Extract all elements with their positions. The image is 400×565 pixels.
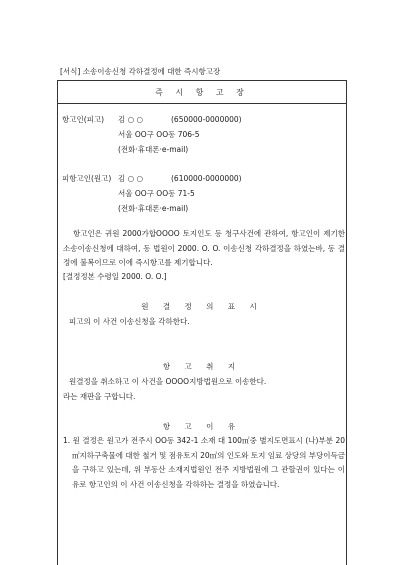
- appellee-label: 피항고인(원고): [62, 174, 112, 183]
- section-appeal-purpose-title: 항 고 취 지: [162, 362, 242, 371]
- section-original-decision-title: 원 결 정 의 표 시: [141, 302, 263, 311]
- appellant-name: 김 ○ ○: [118, 115, 144, 124]
- served-date: [결정정본 수령일 2000. O. O.]: [63, 272, 167, 281]
- appellee-address: 서울 OO구 OO동 71-5: [118, 189, 195, 198]
- title-divider: [58, 103, 346, 104]
- appellee-name: 김 ○ ○: [118, 174, 144, 183]
- section-appeal-reasons-body: 1. 원 결정은 원고가 전주시 OO동 342-1 소재 대 100㎡중 별지도면표시 (나)부분 20㎡지하구축물에 대한 철거 및 점유토지 20㎡의 인도와 토지 임료 상당의 부당이득금을 구하고 있는데, 위 부동산 소재지법원인 전주 지방법원에 그 관할권이 있다는 이유로 항고인의 이 사건 이송신청을 각하하는 결정을 하였습니다.: [63, 436, 345, 489]
- appellant-contact: (전화·휴대폰·e-mail): [118, 145, 189, 154]
- petition-frame: [57, 80, 347, 565]
- intro-paragraph: 항고인은 귀원 2000가합OOOO 토지인도 등 청구사건에 관하여, 항고인이 제기한 소송이송신청에 대하여, 동 법원이 2000. O. O. 이송신청 각하결정을 하였는바, 동 결정에 불복이므로 이에 즉시항고를 제기합니다.: [63, 229, 345, 267]
- appellant-id: (650000-0000000): [171, 115, 242, 124]
- appellant-address: 서울 OO구 OO동 706-5: [118, 130, 200, 139]
- petition-title: 즉 시 항 고 장: [155, 88, 249, 97]
- appellee-contact: (전화·휴대폰·e-mail): [118, 204, 189, 213]
- section-appeal-purpose-line1: 원결정을 취소하고 이 사건을 OOOO지방법원으로 이송한다.: [69, 377, 267, 386]
- section-appeal-purpose-line2: 라는 재판을 구합니다.: [63, 392, 136, 401]
- appellee-id: (610000-0000000): [171, 174, 242, 183]
- section-original-decision-body: 피고의 이 사건 이송신청을 각하한다.: [69, 317, 190, 326]
- appellant-label: 항고인(피고): [62, 115, 105, 124]
- section-appeal-reasons-title: 항 고 이 유: [162, 422, 242, 431]
- document-heading: [서식] 소송이송신청 각하결정에 대한 즉시항고장: [60, 67, 221, 76]
